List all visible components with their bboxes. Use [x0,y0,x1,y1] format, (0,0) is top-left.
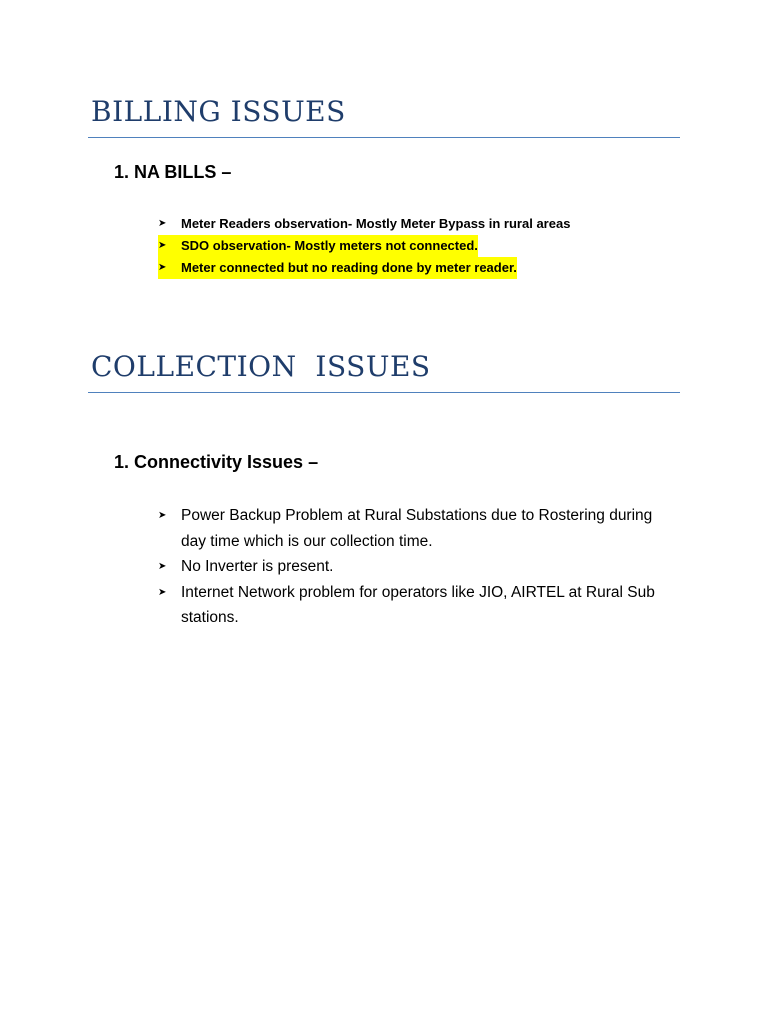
connectivity-issues-subheading: 1. Connectivity Issues – [114,452,319,472]
list-item [158,235,570,257]
arrow-bullet-icon: ➤ [158,257,181,279]
billing-issues-heading: BILLING ISSUES [91,95,346,128]
list-item [158,503,678,554]
billing-issues-list [158,213,570,279]
heading-rule [88,137,680,138]
list-item [158,257,570,279]
list-item [158,213,570,235]
arrow-bullet-icon: ➤ [158,218,167,229]
list-item-text-highlighted: Meter connected but no reading done by meter reader. [181,257,517,279]
list-item-text: Meter Readers observation- Mostly Meter Bypass in rural areas [181,216,571,231]
list-item [158,554,678,580]
list-item [158,580,678,631]
list-item-text-highlighted: SDO observation- Mostly meters not connected. [181,235,478,257]
arrow-bullet-icon: ➤ [158,235,181,257]
collection-issues-list [158,503,678,631]
arrow-bullet-icon: ➤ [158,510,167,521]
list-item-text: Internet Network problem for operators like JIO, AIRTEL at Rural Sub stations. [181,583,655,626]
list-item-text: No Inverter is present. [181,558,334,575]
heading-rule [88,392,680,393]
arrow-bullet-icon: ➤ [158,561,167,572]
list-item-text: Power Backup Problem at Rural Substations due to Rostering during day time which is our collection time. [181,507,653,550]
na-bills-subheading: 1. NA BILLS – [114,162,232,182]
arrow-bullet-icon: ➤ [158,586,167,598]
collection-issues-heading: COLLECTION ISSUES [91,350,431,383]
